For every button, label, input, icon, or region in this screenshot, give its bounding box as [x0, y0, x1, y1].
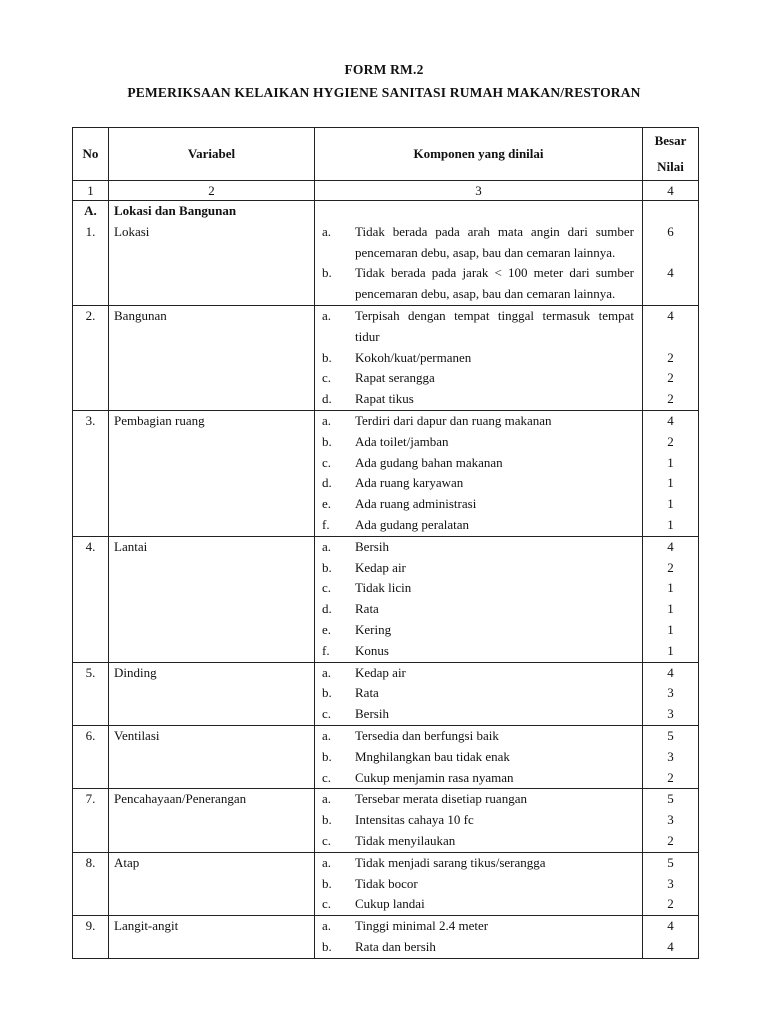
nilai-value: 1 [667, 642, 674, 658]
komponen-item [315, 831, 642, 852]
row-komponen-cell [315, 201, 643, 306]
column-number: 2 [109, 181, 315, 201]
table-row [73, 201, 699, 306]
item-letter: d. [322, 475, 332, 491]
item-text: Tidak berada pada arah mata angin dari sumber pencemaran debu, asap, bau dan cemaran lainnya. [355, 223, 634, 260]
variabel-label: Ventilasi [114, 727, 160, 743]
item-letter: a. [322, 664, 332, 680]
komponen-item [315, 789, 642, 810]
row-variabel-cell [109, 410, 315, 536]
row-no-cell [73, 410, 109, 536]
header-row [73, 128, 699, 181]
row-komponen-cell [315, 725, 643, 788]
nilai-value: 6 [667, 223, 674, 239]
item-text: Tersebar merata disetiap ruangan [355, 791, 527, 807]
row-variabel-cell [109, 536, 315, 662]
variabel-label: Pencahayaan/Penerangan [114, 791, 247, 807]
item-letter: d. [322, 601, 332, 617]
item-text: Tidak menjadi sarang tikus/serangga [355, 854, 546, 870]
column-number: 4 [643, 181, 699, 201]
section-number: A. [84, 203, 97, 218]
row-variabel-cell [109, 662, 315, 725]
item-letter: d. [322, 391, 332, 407]
komponen-item [315, 515, 642, 536]
nilai-value: 4 [667, 538, 674, 554]
row-variabel-cell [109, 201, 315, 306]
row-number: 3. [85, 412, 96, 428]
item-text: Rata [355, 685, 379, 701]
komponen-item [315, 494, 642, 515]
nilai-value: 1 [667, 496, 674, 512]
komponen-item [315, 641, 642, 662]
item-text: Tidak licin [355, 580, 412, 596]
komponen-item [315, 389, 642, 410]
item-letter: b. [322, 748, 332, 764]
variabel-label: Pembagian ruang [114, 412, 205, 428]
komponen-item [315, 704, 642, 725]
item-text: Rata [355, 601, 379, 617]
item-text: Tidak berada pada jarak < 100 meter dari sumber pencemaran debu, asap, bau dan cemaran lainnya. [355, 265, 634, 302]
variabel-label: Bangunan [114, 307, 167, 323]
item-letter: a. [322, 791, 332, 807]
item-letter: c. [322, 580, 332, 596]
row-nilai-cell [643, 201, 699, 306]
komponen-item [315, 453, 642, 474]
item-letter: b. [322, 265, 332, 281]
nilai-value: 2 [667, 832, 674, 848]
komponen-item [315, 768, 642, 789]
form-code: FORM RM.2 [344, 62, 424, 77]
nilai-value: 4 [667, 938, 674, 954]
variabel-label: Langit-angit [114, 918, 179, 934]
item-text: Tidak bocor [355, 875, 418, 891]
row-number: 8. [85, 854, 96, 870]
row-variabel-cell [109, 789, 315, 852]
nilai-value: 5 [667, 854, 674, 870]
table-row [73, 410, 699, 536]
item-text: Cukup landai [355, 896, 425, 912]
item-text: Ada ruang administrasi [355, 496, 477, 512]
column-number: 3 [315, 181, 643, 201]
komponen-item [315, 558, 642, 579]
nilai-value: 2 [667, 559, 674, 575]
row-komponen-cell [315, 789, 643, 852]
item-text: Ada toilet/jamban [355, 433, 449, 449]
item-letter: b. [322, 433, 332, 449]
row-no-cell [73, 916, 109, 959]
komponen-item [315, 578, 642, 599]
variabel-label: Lokasi [114, 223, 150, 239]
item-letter: a. [322, 307, 332, 323]
row-komponen-cell [315, 536, 643, 662]
variabel-label: Atap [114, 854, 140, 870]
item-text: Bersih [355, 706, 389, 722]
item-text: Terpisah dengan tempat tinggal termasuk tempat tidur [355, 307, 634, 344]
row-variabel-cell [109, 916, 315, 959]
item-letter: a. [322, 538, 332, 554]
nilai-value: 2 [667, 370, 674, 386]
row-nilai-cell [643, 305, 699, 410]
row-nilai-cell [643, 789, 699, 852]
item-text: Bersih [355, 538, 389, 554]
row-number: 6. [85, 727, 96, 743]
item-letter: a. [322, 223, 332, 239]
item-text: Mnghilangkan bau tidak enak [355, 748, 510, 764]
row-komponen-cell [315, 916, 643, 959]
nilai-value: 2 [667, 769, 674, 785]
header-no: No [73, 128, 109, 181]
column-number-row [73, 181, 699, 201]
item-text: Intensitas cahaya 10 fc [355, 812, 474, 828]
item-text: Kokoh/kuat/permanen [355, 349, 472, 365]
row-no-cell [73, 725, 109, 788]
item-text: Cukup menjamin rasa nyaman [355, 769, 514, 785]
row-number: 1. [85, 223, 96, 239]
row-komponen-cell [315, 305, 643, 410]
row-number: 2. [85, 307, 96, 323]
nilai-value: 4 [667, 664, 674, 680]
nilai-value: 1 [667, 621, 674, 637]
row-number: 9. [85, 918, 96, 934]
row-variabel-cell [109, 305, 315, 410]
variabel-label: Dinding [114, 664, 157, 680]
item-letter: e. [322, 621, 332, 637]
row-komponen-cell [315, 852, 643, 915]
table-row [73, 916, 699, 959]
item-text: Konus [355, 642, 389, 658]
row-no-cell [73, 789, 109, 852]
row-number: 7. [85, 791, 96, 807]
header-nilai: Nilai [657, 159, 684, 174]
item-letter: c. [322, 769, 332, 785]
item-text: Kedap air [355, 664, 406, 680]
nilai-value: 1 [667, 516, 674, 532]
komponen-item [315, 620, 642, 641]
row-komponen-cell [315, 410, 643, 536]
row-komponen-cell [315, 662, 643, 725]
nilai-value: 4 [667, 265, 674, 281]
item-letter: b. [322, 349, 332, 365]
header-besar-nilai [643, 128, 699, 181]
nilai-value: 1 [667, 475, 674, 491]
item-letter: f. [322, 642, 330, 658]
item-letter: b. [322, 685, 332, 701]
komponen-item [315, 348, 642, 369]
item-text: Kedap air [355, 559, 406, 575]
item-text: Terdiri dari dapur dan ruang makanan [355, 412, 552, 428]
row-nilai-cell [643, 916, 699, 959]
row-nilai-cell [643, 410, 699, 536]
item-text: Tersedia dan berfungsi baik [355, 727, 499, 743]
row-no-cell [73, 662, 109, 725]
row-number: 5. [85, 664, 96, 680]
row-no-cell [73, 305, 109, 410]
komponen-item [315, 473, 642, 494]
komponen-item [315, 853, 642, 874]
komponen-item [315, 874, 642, 895]
item-letter: b. [322, 875, 332, 891]
table-row [73, 789, 699, 852]
nilai-value: 1 [667, 601, 674, 617]
item-letter: c. [322, 832, 332, 848]
komponen-item [315, 411, 642, 432]
nilai-value: 5 [667, 727, 674, 743]
nilai-value: 2 [667, 349, 674, 365]
item-text: Ada ruang karyawan [355, 475, 464, 491]
nilai-value: 3 [667, 748, 674, 764]
komponen-item [315, 810, 642, 831]
item-letter: e. [322, 496, 332, 512]
komponen-item [315, 747, 642, 768]
komponen-item [315, 537, 642, 558]
row-nilai-cell [643, 536, 699, 662]
row-no-cell [73, 852, 109, 915]
komponen-item [315, 263, 642, 305]
komponen-item [315, 683, 642, 704]
nilai-value: 1 [667, 580, 674, 596]
row-number: 4. [85, 538, 96, 554]
item-text: Kering [355, 621, 392, 637]
komponen-item [315, 432, 642, 453]
nilai-value: 2 [667, 433, 674, 449]
item-letter: b. [322, 559, 332, 575]
nilai-value: 4 [667, 412, 674, 428]
nilai-value: 3 [667, 706, 674, 722]
nilai-value: 1 [667, 454, 674, 470]
komponen-item [315, 916, 642, 937]
item-letter: c. [322, 706, 332, 722]
column-number: 1 [73, 181, 109, 201]
nilai-value: 2 [667, 896, 674, 912]
komponen-item [315, 894, 642, 915]
item-letter: a. [322, 727, 332, 743]
row-nilai-cell [643, 852, 699, 915]
komponen-item [315, 222, 642, 264]
header-besar: Besar [654, 133, 687, 148]
item-text: Tinggi minimal 2.4 meter [355, 918, 489, 934]
nilai-value: 3 [667, 875, 674, 891]
variabel-label: Lantai [114, 538, 148, 554]
row-nilai-cell [643, 725, 699, 788]
row-nilai-cell [643, 662, 699, 725]
header-komponen: Komponen yang dinilai [315, 128, 643, 181]
table-row [73, 725, 699, 788]
item-text: Ada gudang bahan makanan [355, 454, 503, 470]
item-text: Rapat serangga [355, 370, 435, 386]
table-row [73, 852, 699, 915]
item-text: Rata dan bersih [355, 938, 436, 954]
row-variabel-cell [109, 852, 315, 915]
nilai-value: 3 [667, 812, 674, 828]
item-text: Rapat tikus [355, 391, 414, 407]
nilai-value: 3 [667, 685, 674, 701]
item-letter: b. [322, 812, 332, 828]
komponen-item [315, 306, 642, 348]
row-no-cell [73, 201, 109, 306]
item-letter: a. [322, 412, 332, 428]
table-row [73, 305, 699, 410]
item-letter: c. [322, 370, 332, 386]
section-spacer [315, 201, 642, 222]
nilai-value: 4 [667, 918, 674, 934]
item-letter: b. [322, 938, 332, 954]
table-row [73, 662, 699, 725]
item-text: Tidak menyilaukan [355, 832, 456, 848]
section-spacer [643, 201, 698, 222]
komponen-item [315, 599, 642, 620]
table-row [73, 536, 699, 662]
nilai-value: 2 [667, 391, 674, 407]
item-letter: c. [322, 454, 332, 470]
komponen-item [315, 663, 642, 684]
row-no-cell [73, 536, 109, 662]
komponen-item [315, 726, 642, 747]
item-letter: a. [322, 854, 332, 870]
item-letter: c. [322, 896, 332, 912]
komponen-item [315, 368, 642, 389]
nilai-value: 5 [667, 791, 674, 807]
section-label: Lokasi dan Bangunan [114, 203, 237, 218]
form-title: PEMERIKSAAN KELAIKAN HYGIENE SANITASI RUMAH MAKAN/RESTORAN [127, 85, 641, 100]
item-letter: a. [322, 918, 332, 934]
nilai-value: 4 [667, 307, 674, 323]
header-variabel: Variabel [109, 128, 315, 181]
row-variabel-cell [109, 725, 315, 788]
komponen-item [315, 937, 642, 958]
item-text: Ada gudang peralatan [355, 516, 470, 532]
item-letter: f. [322, 516, 330, 532]
assessment-table [72, 127, 699, 959]
